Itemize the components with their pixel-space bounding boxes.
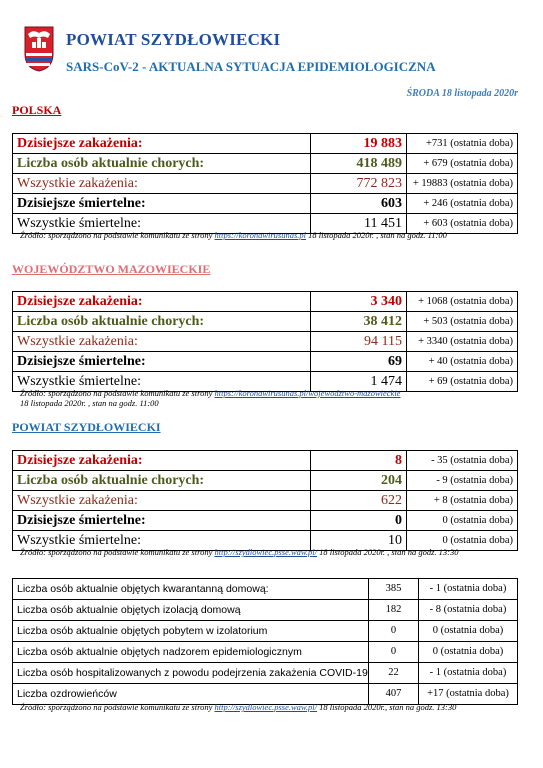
source-text: Źródło: sporządzono na podstawie komunikatu ze strony bbox=[20, 388, 215, 398]
stat-value: 69 bbox=[311, 352, 407, 372]
table-row bbox=[13, 471, 518, 491]
stat-delta: + 246 (ostatnia doba) bbox=[407, 194, 518, 214]
source-text: 18 listopada 2020r. , stan na godz. 11:00 bbox=[306, 230, 447, 240]
source-note-extra bbox=[20, 702, 456, 712]
stat-delta: + 40 (ostatnia doba) bbox=[407, 352, 518, 372]
page-subtitle: SARS-CoV-2 - AKTUALNA SYTUACJA EPIDEMIOLOGICZNA bbox=[66, 59, 436, 74]
stat-label: Liczba osób aktualnie objętych izolacją domową bbox=[13, 600, 369, 621]
stat-label: Liczba osób aktualnie objętych kwarantanną domową: bbox=[13, 579, 369, 600]
stat-label: Wszystkie zakażenia: bbox=[13, 332, 311, 352]
stat-value: 0 bbox=[369, 642, 419, 663]
stat-delta: 0 (ostatnia doba) bbox=[407, 531, 518, 551]
table-row bbox=[13, 154, 518, 174]
stat-value: 407 bbox=[369, 684, 419, 705]
stat-value: 603 bbox=[311, 194, 407, 214]
stat-value: 622 bbox=[311, 491, 407, 511]
table-row bbox=[13, 332, 518, 352]
table-row bbox=[13, 174, 518, 194]
table-row bbox=[13, 642, 518, 663]
table-row bbox=[13, 292, 518, 312]
stat-value: 3 340 bbox=[311, 292, 407, 312]
stat-delta: + 1068 (ostatnia doba) bbox=[407, 292, 518, 312]
stat-value: 8 bbox=[311, 451, 407, 471]
stat-delta: + 19883 (ostatnia doba) bbox=[407, 174, 518, 194]
stat-value: 19 883 bbox=[311, 134, 407, 154]
stat-value: 10 bbox=[311, 531, 407, 551]
stat-value: 418 489 bbox=[311, 154, 407, 174]
stats-table-powiat bbox=[12, 450, 518, 551]
table-row bbox=[13, 312, 518, 332]
stat-delta: 0 (ostatnia doba) bbox=[407, 511, 518, 531]
stat-delta: - 8 (ostatnia doba) bbox=[419, 600, 518, 621]
source-link[interactable]: http://szydlowiec.psse.waw.pl/ bbox=[214, 702, 318, 712]
stat-delta: 0 (ostatnia doba) bbox=[419, 642, 518, 663]
source-note-powiat bbox=[20, 547, 459, 557]
table-row bbox=[13, 621, 518, 642]
table-row bbox=[13, 194, 518, 214]
stat-delta: - 35 (ostatnia doba) bbox=[407, 451, 518, 471]
stat-label: Liczba osób hospitalizowanych z powodu podejrzenia zakażenia COVID-19 bbox=[13, 663, 369, 684]
source-text: 18 listopada 2020r. , stan na godz. 13:30 bbox=[317, 547, 459, 557]
stat-label: Dzisiejsze śmiertelne: bbox=[13, 511, 311, 531]
section-heading-powiat: POWIAT SZYDŁOWIECKI bbox=[12, 420, 161, 434]
stat-delta: +731 (ostatnia doba) bbox=[407, 134, 518, 154]
stat-value: 22 bbox=[369, 663, 419, 684]
table-row bbox=[13, 491, 518, 511]
stat-delta: + 603 (ostatnia doba) bbox=[407, 214, 518, 234]
stats-table-extra bbox=[12, 578, 518, 705]
stat-label: Wszystkie śmiertelne: bbox=[13, 214, 311, 234]
table-row bbox=[13, 451, 518, 471]
section-heading-mazowieckie: WOJEWÓDZTWO MAZOWIECKIE bbox=[12, 262, 211, 276]
coat-of-arms-logo bbox=[24, 26, 54, 72]
source-link[interactable]: http://szydlowiec.psse.waw.pl/ bbox=[214, 547, 318, 557]
stat-label: Liczba osób aktualnie objętych pobytem w izolatorium bbox=[13, 621, 369, 642]
stat-label: Wszystkie śmiertelne: bbox=[13, 531, 311, 551]
stat-label: Dzisiejsze śmiertelne: bbox=[13, 194, 311, 214]
source-link[interactable]: https://koronawirusunas.pl bbox=[214, 230, 307, 240]
stat-delta: + 69 (ostatnia doba) bbox=[407, 372, 518, 392]
source-text: 18 listopada 2020r. , stan na godz. 11:00 bbox=[20, 398, 159, 408]
stats-table-polska bbox=[12, 133, 518, 234]
stat-delta: + 503 (ostatnia doba) bbox=[407, 312, 518, 332]
stat-label: Dzisiejsze zakażenia: bbox=[13, 451, 311, 471]
stat-label: Wszystkie zakażenia: bbox=[13, 491, 311, 511]
stat-label: Liczba osób aktualnie chorych: bbox=[13, 471, 311, 491]
stat-value: 11 451 bbox=[311, 214, 407, 234]
stat-delta: + 679 (ostatnia doba) bbox=[407, 154, 518, 174]
page-title: POWIAT SZYDŁOWIECKI bbox=[66, 30, 281, 49]
stat-value: 182 bbox=[369, 600, 419, 621]
stat-value: 0 bbox=[311, 511, 407, 531]
section-heading-polska: POLSKA bbox=[12, 103, 62, 117]
table-row bbox=[13, 352, 518, 372]
source-text: Źródło: sporządzono na podstawie komunikatu ze strony bbox=[20, 702, 215, 712]
stat-value: 772 823 bbox=[311, 174, 407, 194]
stat-label: Liczba osób aktualnie chorych: bbox=[13, 312, 311, 332]
stat-delta: - 1 (ostatnia doba) bbox=[419, 663, 518, 684]
stats-table-mazowieckie bbox=[12, 291, 518, 392]
stat-value: 0 bbox=[369, 621, 419, 642]
stat-label: Wszystkie śmiertelne: bbox=[13, 372, 311, 392]
source-note-polska bbox=[20, 230, 447, 240]
source-text: 18 listopada 2020r., stan na godz. 13:30 bbox=[317, 702, 457, 712]
table-row bbox=[13, 600, 518, 621]
stat-label: Wszystkie zakażenia: bbox=[13, 174, 311, 194]
source-link[interactable]: https://koronawirusunas.pl/wojewodztwo-mazowieckie bbox=[214, 388, 401, 398]
stat-label: Liczba osób aktualnie objętych nadzorem epidemiologicznym bbox=[13, 642, 369, 663]
stat-label: Liczba ozdrowieńców bbox=[13, 684, 369, 705]
stat-value: 94 115 bbox=[311, 332, 407, 352]
stat-delta: + 3340 (ostatnia doba) bbox=[407, 332, 518, 352]
stat-value: 204 bbox=[311, 471, 407, 491]
stat-delta: - 1 (ostatnia doba) bbox=[419, 579, 518, 600]
stat-value: 385 bbox=[369, 579, 419, 600]
stat-delta: + 8 (ostatnia doba) bbox=[407, 491, 518, 511]
stat-value: 1 474 bbox=[311, 372, 407, 392]
stat-delta: - 9 (ostatnia doba) bbox=[407, 471, 518, 491]
source-text: Źródło: sporządzono na podstawie komunikatu ze strony bbox=[20, 230, 215, 240]
table-row bbox=[13, 511, 518, 531]
source-note-mazowieckie bbox=[20, 388, 400, 408]
table-row bbox=[13, 579, 518, 600]
stat-label: Liczba osób aktualnie chorych: bbox=[13, 154, 311, 174]
table-row bbox=[13, 663, 518, 684]
report-date: ŚRODA 18 listopada 2020r bbox=[406, 88, 518, 99]
stat-label: Dzisiejsze śmiertelne: bbox=[13, 352, 311, 372]
table-row bbox=[13, 134, 518, 154]
stat-value: 38 412 bbox=[311, 312, 407, 332]
source-text: Źródło: sporządzono na podstawie komunikatu ze strony bbox=[20, 547, 215, 557]
stat-delta: 0 (ostatnia doba) bbox=[419, 621, 518, 642]
stat-delta: +17 (ostatnia doba) bbox=[419, 684, 518, 705]
stat-label: Dzisiejsze zakażenia: bbox=[13, 292, 311, 312]
stat-label: Dzisiejsze zakażenia: bbox=[13, 134, 311, 154]
